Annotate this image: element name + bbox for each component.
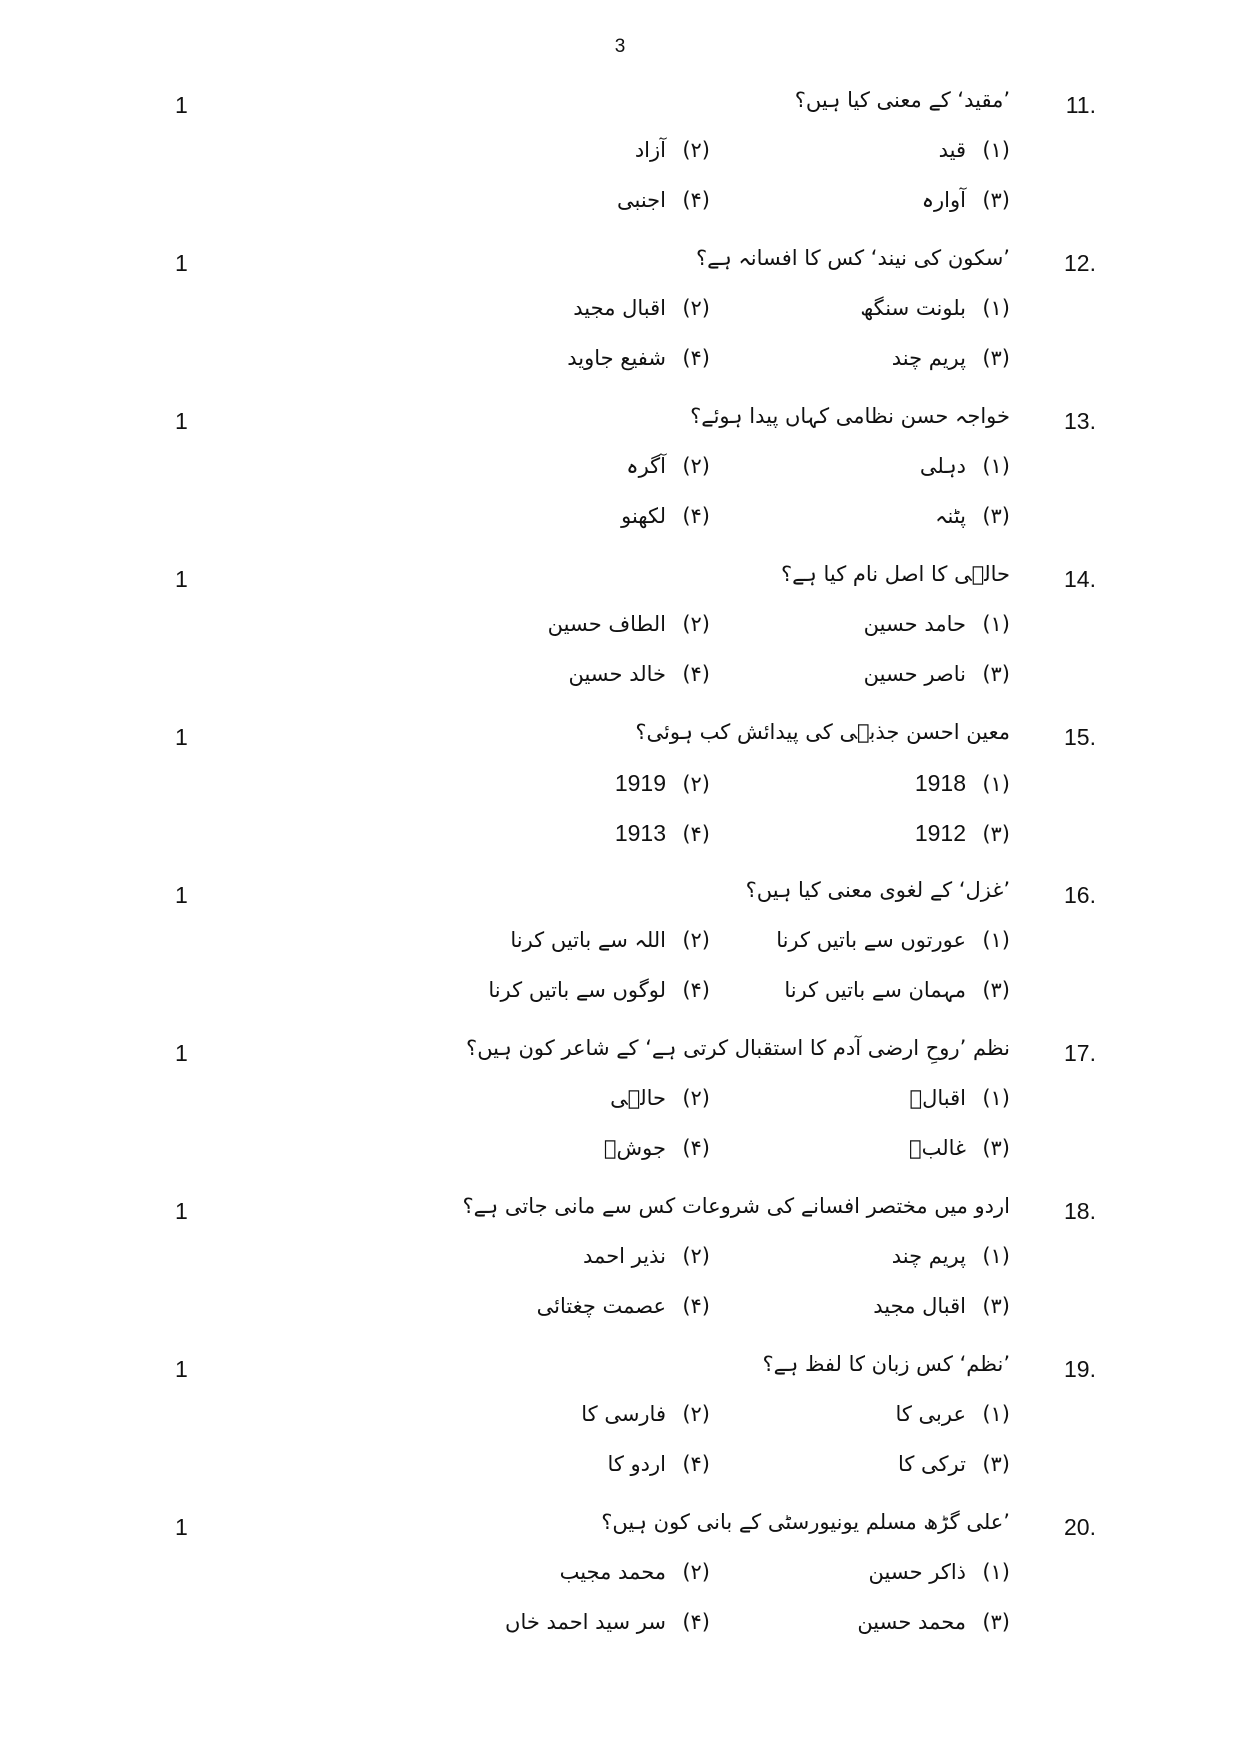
- question-text: معین احسن جذبؔی کی پیدائش کب ہوئی؟: [635, 720, 1010, 744]
- option-text: اردو کا: [607, 1452, 666, 1476]
- question-text: حالؔی کا اصل نام کیا ہے؟: [781, 562, 1010, 586]
- option-label: (۱): [982, 454, 1010, 478]
- option-label: (۱): [982, 1560, 1010, 1584]
- option-text: سر سید احمد خاں: [505, 1610, 666, 1634]
- option-text: محمد مجیب: [559, 1560, 666, 1584]
- question: [0, 554, 1240, 712]
- option-2: [581, 1402, 710, 1426]
- option-1: [860, 296, 1010, 320]
- option-text: الطاف حسین: [547, 612, 666, 636]
- question-marks: 1: [175, 1040, 188, 1066]
- option-text: غالبؔ: [908, 1136, 966, 1160]
- option-text: پٹنہ: [935, 504, 966, 528]
- question-number: 14.: [1064, 566, 1096, 592]
- option-label: (۳): [982, 346, 1010, 370]
- option-label: (۱): [982, 612, 1010, 636]
- option-text: عصمت چغتائی: [536, 1294, 666, 1318]
- question-marks: 1: [175, 250, 188, 276]
- option-3: [784, 978, 1010, 1002]
- question-marks: 1: [175, 566, 188, 592]
- option-text: عربی کا: [895, 1402, 966, 1426]
- option-text: ناصر حسین: [863, 662, 966, 686]
- option-3: [873, 1294, 1010, 1318]
- option-2: [610, 1086, 710, 1110]
- option-2: [626, 454, 710, 478]
- option-4: [505, 1610, 710, 1634]
- option-label: (۱): [982, 296, 1010, 320]
- question-marks: 1: [175, 92, 188, 118]
- option-label: (۴): [682, 822, 710, 846]
- option-text: خالد حسین: [568, 662, 666, 686]
- question-number: 11.: [1065, 92, 1096, 118]
- option-label: (۱): [982, 772, 1010, 796]
- option-label: (۳): [982, 188, 1010, 212]
- option-label: (۲): [682, 1402, 710, 1426]
- question: [0, 1028, 1240, 1186]
- option-label: (۲): [682, 138, 710, 162]
- option-label: (۳): [982, 822, 1010, 846]
- option-label: (۲): [682, 612, 710, 636]
- question: [0, 712, 1240, 870]
- question-text: ’مقید‘ کے معنی کیا ہیں؟: [794, 88, 1010, 112]
- option-label: (۲): [682, 296, 710, 320]
- option-label: (۱): [982, 138, 1010, 162]
- option-text: ترکی کا: [897, 1452, 966, 1476]
- option-label: (۱): [982, 1244, 1010, 1268]
- question-marks: 1: [175, 724, 188, 750]
- question: [0, 1502, 1240, 1660]
- option-3: [864, 662, 1010, 686]
- question-text: ’سکون کی نیند‘ کس کا افسانہ ہے؟: [696, 246, 1010, 270]
- question-text: ’علی گڑھ مسلم یونیورسٹی کے بانی کون ہیں؟: [601, 1510, 1010, 1534]
- option-label: (۳): [982, 504, 1010, 528]
- option-4: [537, 1294, 710, 1318]
- option-3: [898, 1452, 1010, 1476]
- question: [0, 396, 1240, 554]
- question-text: خواجہ حسن نظامی کہاں پیدا ہوئے؟: [690, 404, 1010, 428]
- option-text: پریم چند: [891, 1244, 966, 1268]
- question-number: 18.: [1064, 1198, 1096, 1224]
- page-number: 3: [614, 36, 626, 57]
- option-2: [560, 1560, 710, 1584]
- question-list: [0, 80, 1240, 1660]
- question: [0, 80, 1240, 238]
- option-text: جوشؔ: [603, 1136, 666, 1160]
- option-text: حالؔی: [610, 1086, 666, 1110]
- option-text: 1919: [614, 770, 666, 796]
- option-4: [604, 1136, 710, 1160]
- option-2: [573, 296, 710, 320]
- option-3: [857, 1610, 1010, 1634]
- option-3: [909, 1136, 1010, 1160]
- question: [0, 1344, 1240, 1502]
- option-label: (۴): [682, 1136, 710, 1160]
- option-text: حامد حسین: [863, 612, 966, 636]
- option-label: (۲): [682, 928, 710, 952]
- option-text: شفیع جاوید: [567, 346, 666, 370]
- option-label: (۱): [982, 1086, 1010, 1110]
- option-1: [776, 928, 1010, 952]
- option-text: اقبال مجید: [873, 1294, 966, 1318]
- option-label: (۴): [682, 188, 710, 212]
- option-text: نذیر احمد: [583, 1244, 666, 1268]
- option-label: (۲): [682, 1244, 710, 1268]
- option-label: (۲): [682, 454, 710, 478]
- option-text: 1912: [914, 820, 966, 846]
- question-number: 16.: [1064, 882, 1096, 908]
- option-text: فارسی کا: [581, 1402, 666, 1426]
- option-text: دہلی: [919, 454, 966, 478]
- option-label: (۴): [682, 1610, 710, 1634]
- question-text: ’نظم‘ کس زبان کا لفظ ہے؟: [762, 1352, 1010, 1376]
- option-text: 1918: [914, 770, 966, 796]
- option-text: بلونت سنگھ: [860, 296, 966, 320]
- option-label: (۴): [682, 978, 710, 1002]
- option-3: [922, 188, 1010, 212]
- option-label: (۴): [682, 662, 710, 686]
- option-label: (۳): [982, 1294, 1010, 1318]
- option-4: [607, 1452, 710, 1476]
- option-text: قید: [938, 138, 966, 162]
- option-text: عورتوں سے باتیں کرنا: [776, 928, 966, 952]
- option-1: [892, 1244, 1010, 1268]
- option-text: مہمان سے باتیں کرنا: [784, 978, 966, 1002]
- question-number: 12.: [1064, 250, 1096, 276]
- question-marks: 1: [175, 1356, 188, 1382]
- option-1: [910, 1086, 1010, 1110]
- option-label: (۳): [982, 662, 1010, 686]
- option-text: آزاد: [634, 138, 666, 162]
- question-number: 20.: [1064, 1514, 1096, 1540]
- option-2: [583, 1244, 710, 1268]
- option-text: محمد حسین: [857, 1610, 966, 1634]
- option-2: [548, 612, 710, 636]
- question-number: 13.: [1064, 408, 1096, 434]
- option-label: (۴): [682, 1294, 710, 1318]
- question-marks: 1: [175, 1514, 188, 1540]
- option-text: اجنبی: [617, 188, 666, 212]
- option-text: اقبالؔ: [909, 1086, 966, 1110]
- option-label: (۲): [682, 772, 710, 796]
- question: [0, 1186, 1240, 1344]
- question: [0, 238, 1240, 396]
- option-3: [935, 504, 1010, 528]
- option-4: [567, 346, 710, 370]
- option-1: [920, 454, 1010, 478]
- option-3: [915, 820, 1010, 847]
- option-3: [892, 346, 1010, 370]
- option-label: (۴): [682, 1452, 710, 1476]
- option-2: [510, 928, 710, 952]
- option-text: 1913: [614, 820, 666, 846]
- option-4: [568, 662, 710, 686]
- question-number: 17.: [1064, 1040, 1096, 1066]
- option-1: [915, 770, 1010, 797]
- option-1: [869, 1560, 1010, 1584]
- option-4: [617, 188, 710, 212]
- option-label: (۳): [982, 1452, 1010, 1476]
- option-4: [488, 978, 710, 1002]
- question-marks: 1: [175, 1198, 188, 1224]
- option-text: اللہ سے باتیں کرنا: [510, 928, 666, 952]
- option-label: (۱): [982, 1402, 1010, 1426]
- question-text: اردو میں مختصر افسانے کی شروعات کس سے مانی جاتی ہے؟: [462, 1194, 1010, 1218]
- option-label: (۳): [982, 1136, 1010, 1160]
- option-label: (۲): [682, 1086, 710, 1110]
- question-marks: 1: [175, 882, 188, 908]
- question-number: 19.: [1064, 1356, 1096, 1382]
- option-label: (۳): [982, 1610, 1010, 1634]
- option-4: [621, 504, 710, 528]
- question-number: 15.: [1064, 724, 1096, 750]
- option-4: [615, 820, 710, 847]
- option-label: (۱): [982, 928, 1010, 952]
- option-text: لکھنو: [621, 504, 666, 528]
- option-label: (۴): [682, 504, 710, 528]
- option-2: [615, 770, 710, 797]
- option-1: [864, 612, 1010, 636]
- question-marks: 1: [175, 408, 188, 434]
- question-text: ’غزل‘ کے لغوی معنی کیا ہیں؟: [745, 878, 1010, 902]
- option-text: پریم چند: [891, 346, 966, 370]
- option-text: آوارہ: [921, 188, 966, 212]
- option-text: اقبال مجید: [573, 296, 666, 320]
- option-text: آگرہ: [626, 454, 666, 478]
- question: [0, 870, 1240, 1028]
- option-label: (۳): [982, 978, 1010, 1002]
- option-2: [635, 138, 710, 162]
- option-1: [895, 1402, 1010, 1426]
- option-text: لوگوں سے باتیں کرنا: [488, 978, 666, 1002]
- option-label: (۲): [682, 1560, 710, 1584]
- option-text: ذاکر حسین: [868, 1560, 966, 1584]
- option-label: (۴): [682, 346, 710, 370]
- question-text: نظم ’روحِ ارضی آدم کا استقبال کرتی ہے‘ کے شاعر کون ہیں؟: [466, 1036, 1010, 1060]
- option-1: [939, 138, 1010, 162]
